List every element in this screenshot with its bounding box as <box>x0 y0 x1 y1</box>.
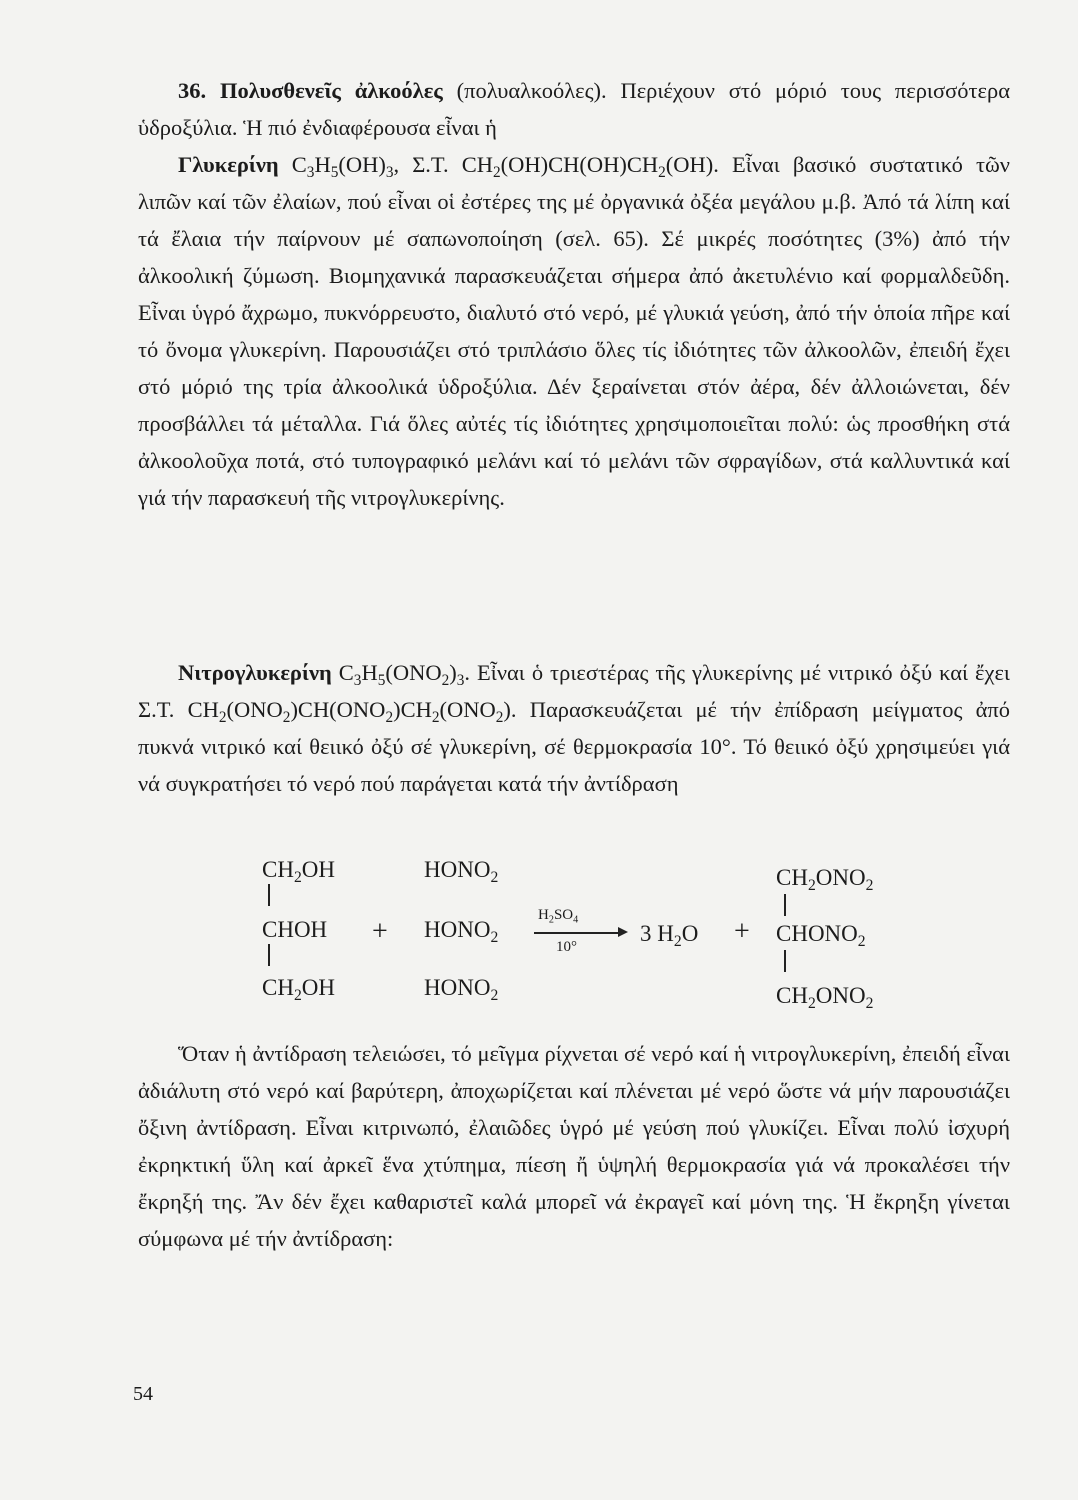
paragraph-nitroglycerin <box>138 654 1010 802</box>
paragraph-glycerin <box>138 72 1010 516</box>
catalyst-label: $H_2SO_4$ <box>538 907 579 926</box>
section-heading: 36. Πολυσθενεῖς ἀλκοόλες <box>178 78 443 103</box>
product-chono2: $CHONO_2$ <box>776 921 866 950</box>
reaction-arrow-head <box>618 927 628 937</box>
bond-line <box>268 884 270 906</box>
glycerin-description: Εἶναι βασικό συστατικό τῶν λιπῶν καί τῶν ἐλαίων, πού εἶναι οἱ ἐστέρες της μέ ὀργανικά ὀξέα μεγάλου μ.β. Ἀπό τά λίπη καί τά ἔλαια τήν παίρνουν μέ σαπωνοποίηση (σελ. 65). Σέ μικρές ποσότητες (3%) ἀπό τήν ἀλκοολική ζύμωση. Βιομηχανικά παρασκευάζεται σήμερα ἀπό ἀκετυλένιο καί φορμαλδεῦδη. Εἶναι ὑγρό ἄχρωμο, πυκνόρρευστο, διαλυτό στό νερό, μέ γλυκιά γεύση, ἀπό τήν ὁποία πῆρε καί τό ὄνομα γλυκερίνη. Παρουσιάζει στό τριπλάσιο ὅλες τίς ἰδιότητες τῶν ἀλκοολῶν, ἐπειδή ἔχει στό μόριό της τρία ἀλκοολικά ὑδροξύλια. Δέν ξεραίνεται στόν ἀέρα, δέν ἀλλοιώνεται, δέν προσβάλλει τά μέταλλα. Γιά ὅλες αὐτές τίς ἰδιότητες χρησιμοποιεῖται πολύ: ὡς προσθήκη στά ἀλκοολοῦχα ποτά, στό τυπογραφικό μελάνι καί τό μελάνι τῶν σφραγίδων, στά καλλυντικά καί γιά τήν παρασκευή τῆς νιτρογλυκερίνης. <box>138 152 1010 510</box>
nitroglycerin-text-b: Παρασκευάζεται μέ τήν ἐπίδραση μείγματος ἀπό πυκνά νιτρικό καί θειικό ὀξύ σέ γλυκερίνη, σέ θερμοκρασία 10°. Τό θειικό ὀξύ χρησιμεύει γιά νά συγκρατήσει τό νερό πού παράγεται κατά τήν ἀντίδραση <box>138 697 1011 796</box>
page-number: 54 <box>133 1383 153 1405</box>
section-explosion <box>138 1035 1010 1257</box>
nitroglycerin-structural: $CH_2(ONO_2)CH(ONO_2)CH_2(ONO_2)$. <box>187 697 517 726</box>
plus-sign: + <box>734 916 750 947</box>
temperature-label: 10° <box>556 939 577 955</box>
bond-line <box>784 950 786 972</box>
reactant-choh: CHOH <box>262 917 328 942</box>
water-product: 3 $H_2O$ <box>640 921 699 950</box>
nitroglycerin-term: Νιτρογλυκερίνη <box>178 660 332 685</box>
plus-sign: + <box>372 916 388 947</box>
bond-line <box>784 894 786 916</box>
nitric-acid-bottom: $HONO_2$ <box>424 975 499 1004</box>
section-polyhydric-alcohols <box>138 72 1010 516</box>
paragraph-explosion: Ὅταν ἡ ἀντίδραση τελειώσει, τό μεῖγμα ρίχνεται σέ νερό καί ἡ νιτρογλυκερίνη, ἐπειδή εἶναι ἀδιάλυτη στό νερό καί βαρύτερη, ἀποχωρίζεται καί πλένεται μέ νερό ὥστε νά μήν παρουσιάζει ὄξινη ἀντίδραση. Εἶναι κιτρινωπό, ἐλαιῶδες ὑγρό μέ γεύση πού γλυκίζει. Εἶναι πολύ ἰσχυρή ἐκρηκτική ὕλη καί ἀρκεῖ ἕνα χτύπημα, πίεση ἤ ὑψηλή θερμοκρασία γιά νά προκαλέσει τήν ἔκρηξή της. Ἄν δέν ἔχει καθαριστεῖ καλά μπορεῖ νά ἐκραγεῖ καί μόνη της. Ἡ ἔκρηξη γίνεται σύμφωνα μέ τήν ἀντίδραση: <box>138 1041 1010 1251</box>
glycerin-term: Γλυκερίνη <box>178 152 279 177</box>
reactant-ch2oh-top: $CH_2OH$ <box>262 857 335 886</box>
bond-line <box>268 944 270 966</box>
nitric-acid-top: $HONO_2$ <box>424 857 499 886</box>
nitroglycerin-text-a: Εἶναι ὁ τριεστέρας τῆς γλυκερίνης μέ νιτρικό ὀξύ καί ἔχει Σ.Τ. <box>138 660 1010 722</box>
reactant-ch2oh-bottom: $CH_2OH$ <box>262 975 335 1004</box>
product-ch2ono2-bottom: $CH_2ONO_2$ <box>776 983 874 1012</box>
glycerin-formula: $C_3H_5(OH)_3$, Σ.Τ. $CH_2(OH)CH(OH)CH_2(OH)$. <box>278 152 719 181</box>
reaction-arrow <box>534 932 622 934</box>
section-nitroglycerin <box>138 654 1010 802</box>
section-intro: (πολυαλκοόλες). Περιέχουν στό μόριό τους περισσότερα ὑδροξύλια. Ἡ πιό ἐνδιαφέρουσα εἶναι ἡ <box>138 78 1010 140</box>
nitric-acid-mid: $HONO_2$ <box>424 917 499 946</box>
product-ch2ono2-top: $CH_2ONO_2$ <box>776 865 874 894</box>
nitroglycerin-formula: $C_3H_5(ONO_2)_3$. <box>331 660 471 689</box>
